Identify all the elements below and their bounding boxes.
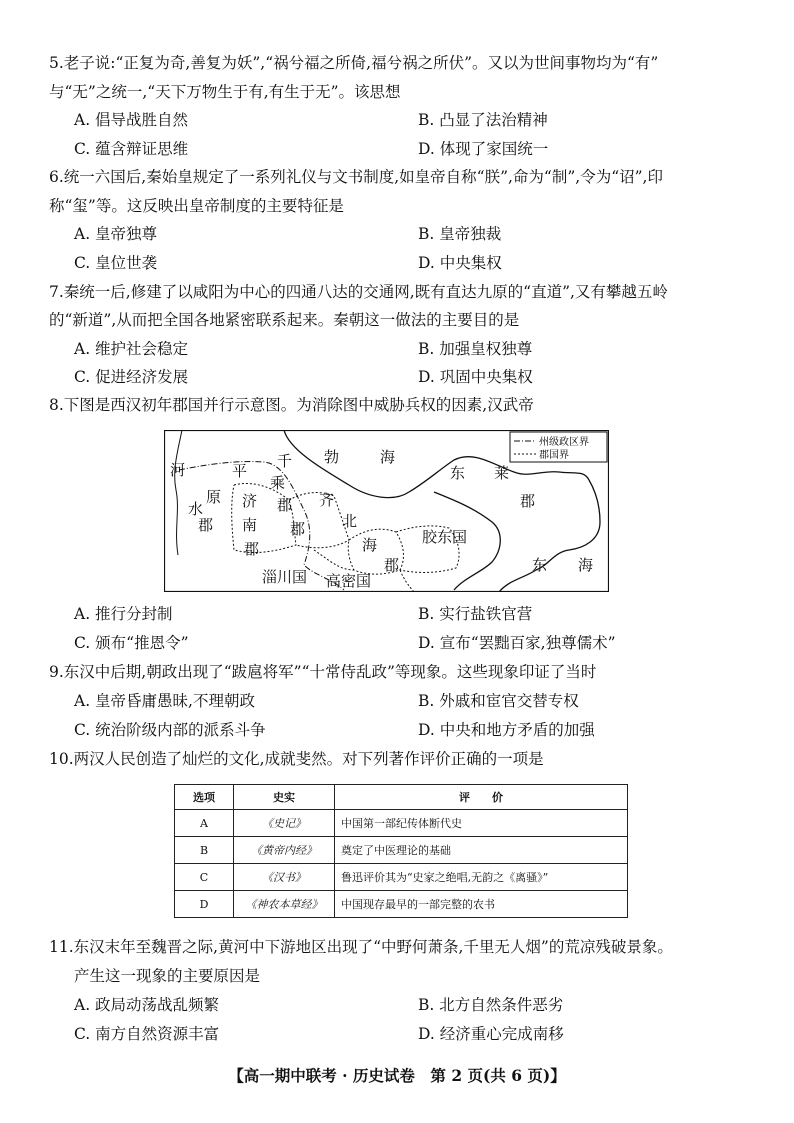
q5-option-d: D. 体现了家国统一 bbox=[418, 140, 549, 158]
q7-option-d: D. 巩固中央集权 bbox=[418, 368, 533, 386]
map-label: 海 bbox=[362, 536, 378, 554]
table-row bbox=[175, 891, 628, 918]
map-label: 郡 bbox=[290, 520, 306, 538]
table-cell: 《史记》 bbox=[234, 810, 335, 837]
q8-option-d: D. 宣布“罢黜百家,独尊儒术” bbox=[418, 634, 616, 652]
q10-table bbox=[174, 784, 628, 918]
map-label: 胶东国 bbox=[422, 528, 468, 546]
q6-stem-line2: 称“玺”等。这反映出皇帝制度的主要特征是 bbox=[49, 197, 344, 215]
map-label: 郡 bbox=[198, 516, 214, 534]
q5-option-a: A. 倡导战胜自然 bbox=[74, 111, 189, 129]
table-header-row bbox=[175, 785, 628, 810]
map-label: 高密国 bbox=[326, 572, 372, 590]
map-label: 河 bbox=[170, 461, 186, 479]
q8-option-a: A. 推行分封制 bbox=[74, 605, 173, 623]
q11-stem-line2: 产生这一现象的主要原因是 bbox=[74, 967, 261, 985]
map-label: 北 bbox=[342, 512, 358, 530]
table-cell: 《汉书》 bbox=[234, 864, 335, 891]
map-label: 千 bbox=[277, 452, 293, 470]
q5-option-b: B. 凸显了法治精神 bbox=[418, 111, 548, 129]
map-label: 郡 bbox=[384, 556, 400, 574]
table-header-option: 选项 bbox=[175, 785, 234, 810]
table-row bbox=[175, 837, 628, 864]
han-commandery-map bbox=[164, 430, 609, 592]
map-label: 原 bbox=[206, 488, 222, 506]
map-label: 南 bbox=[242, 516, 258, 534]
q5-option-c: C. 蕴含辩证思维 bbox=[74, 140, 189, 158]
q11-option-d: D. 经济重心完成南移 bbox=[418, 1025, 564, 1043]
table-row bbox=[175, 864, 628, 891]
map-label: 平 bbox=[232, 462, 248, 480]
map-label: 海 bbox=[578, 556, 594, 574]
q7-option-c: C. 促进经济发展 bbox=[74, 368, 189, 386]
q9-stem-line1: 9.东汉中后期,朝政出现了“跋扈将军”“十常侍乱政”等现象。这些现象印证了当时 bbox=[49, 663, 597, 681]
q11-option-a: A. 政局动荡战乱频繁 bbox=[74, 996, 220, 1014]
page-footer: 【高一期中联考 · 历史试卷 第 2 页(共 6 页)】 bbox=[228, 1066, 566, 1085]
q5-stem-line2: 与“无”之统一,“天下万物生于有,有生于无”。该思想 bbox=[49, 83, 401, 101]
map-label: 东 bbox=[532, 556, 548, 574]
table-cell: 《神农本草经》 bbox=[234, 891, 335, 918]
map-label: 济 bbox=[242, 492, 258, 510]
q7-option-b: B. 加强皇权独尊 bbox=[418, 340, 533, 358]
table-cell: 奠定了中医理论的基础 bbox=[335, 837, 628, 864]
q8-option-c: C. 颁布“推恩令” bbox=[74, 634, 189, 652]
table-cell: 中国第一部纪传体断代史 bbox=[335, 810, 628, 837]
q9-option-a: A. 皇帝昏庸愚昧,不理朝政 bbox=[74, 692, 255, 710]
table-cell: 中国现存最早的一部完整的农书 bbox=[335, 891, 628, 918]
q7-option-a: A. 维护社会稳定 bbox=[74, 340, 189, 358]
table-header-fact: 史实 bbox=[234, 785, 335, 810]
q6-option-a: A. 皇帝独尊 bbox=[74, 225, 158, 243]
q11-option-b: B. 北方自然条件恶劣 bbox=[418, 996, 564, 1014]
table-row bbox=[175, 810, 628, 837]
q9-option-d: D. 中央和地方矛盾的加强 bbox=[418, 721, 595, 739]
map-label: 勃 bbox=[324, 448, 340, 466]
q7-stem-line1: 7.秦统一后,修建了以咸阳为中心的四通八达的交通网,既有直达九原的“直道”,又有攀越五岭 bbox=[49, 283, 668, 301]
q6-option-c: C. 皇位世袭 bbox=[74, 254, 158, 272]
map-label: 东 bbox=[450, 464, 466, 482]
table-cell: C bbox=[175, 864, 234, 891]
q7-stem-line2: 的“新道”,从而把全国各地紧密联系起来。秦朝这一做法的主要目的是 bbox=[49, 311, 520, 329]
q6-option-b: B. 皇帝独裁 bbox=[418, 225, 502, 243]
q11-option-c: C. 南方自然资源丰富 bbox=[74, 1025, 220, 1043]
table-cell: B bbox=[175, 837, 234, 864]
table-header-evaluation: 评 价 bbox=[335, 785, 628, 810]
map-label: 郡 bbox=[277, 496, 293, 514]
q11-stem-line1: 11.东汉末年至魏晋之际,黄河中下游地区出现了“中野何萧条,千里无人烟”的荒凉残破景象。 bbox=[49, 938, 673, 956]
legend-commandery-label: 郡国界 bbox=[539, 450, 569, 461]
q10-stem-line1: 10.两汉人民创造了灿烂的文化,成就斐然。对下列著作评价正确的一项是 bbox=[49, 750, 544, 768]
map-label: 乘 bbox=[270, 474, 286, 492]
map-label: 郡 bbox=[244, 540, 260, 558]
table-cell: A bbox=[175, 810, 234, 837]
q8-option-b: B. 实行盐铁官营 bbox=[418, 605, 533, 623]
table-cell: 《黄帝内经》 bbox=[234, 837, 335, 864]
q6-stem-line1: 6.统一六国后,秦始皇规定了一系列礼仪与文书制度,如皇帝自称“朕”,命为“制”,令为“诏”,印 bbox=[49, 168, 663, 186]
map-label: 莱 bbox=[494, 464, 510, 482]
map-label: 齐 bbox=[319, 491, 335, 509]
q8-stem-line1: 8.下图是西汉初年郡国并行示意图。为消除图中威胁兵权的因素,汉武帝 bbox=[49, 396, 534, 414]
q6-option-d: D. 中央集权 bbox=[418, 254, 502, 272]
map-label: 淄川国 bbox=[262, 568, 308, 586]
map-label: 郡 bbox=[520, 492, 536, 510]
q5-stem-line1: 5.老子说:“正复为奇,善复为妖”,“祸兮福之所倚,福兮祸之所伏”。又以为世间事物均为“有” bbox=[49, 54, 659, 72]
q9-option-c: C. 统治阶级内部的派系斗争 bbox=[74, 721, 266, 739]
map-label: 海 bbox=[380, 448, 396, 466]
legend-state-label: 州级政区界 bbox=[539, 437, 589, 448]
q9-option-b: B. 外戚和宦官交替专权 bbox=[418, 692, 579, 710]
table-cell: 鲁迅评价其为“史家之绝唱,无韵之《离骚》” bbox=[335, 864, 628, 891]
map-label: 水 bbox=[188, 500, 204, 518]
table-cell: D bbox=[175, 891, 234, 918]
